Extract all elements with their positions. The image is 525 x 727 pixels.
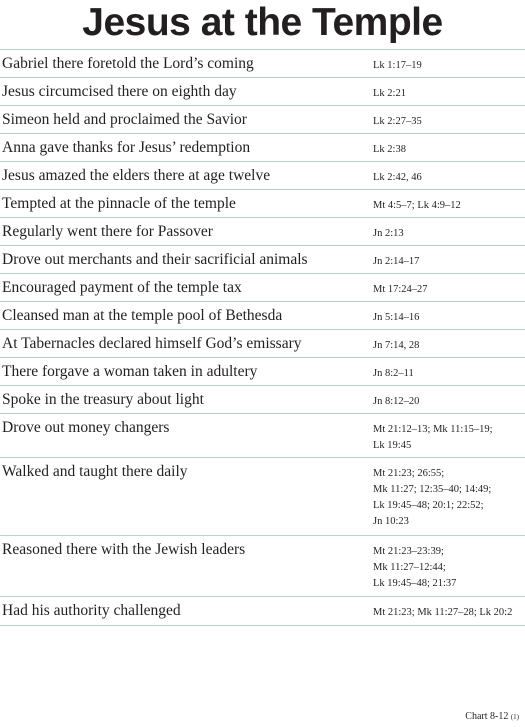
table-row [0, 535, 525, 596]
chart-label: Chart 8-12 [465, 711, 509, 722]
page-title: Jesus at the Temple [82, 1, 443, 44]
scripture-ref-line: Lk 2:21 [373, 88, 406, 99]
scripture-ref-line: Jn 2:13 [373, 228, 404, 239]
event-text: Walked and taught there daily [2, 463, 188, 480]
table-row [0, 245, 525, 273]
scripture-refs [373, 198, 525, 214]
scripture-ref-line: Lk 19:45–48; 20:1; 22:52; [373, 500, 484, 511]
chart-page: (1) [510, 713, 519, 721]
scripture-refs [373, 142, 525, 158]
event-text: There forgave a woman taken in adultery [2, 363, 258, 380]
event-text: At Tabernacles declared himself God’s emissary [2, 335, 302, 352]
scripture-ref-line: Lk 19:45 [373, 440, 412, 451]
scripture-ref-line: Lk 1:17–19 [373, 60, 422, 71]
chart-number [465, 711, 519, 723]
table-row [0, 133, 525, 161]
event-text: Encouraged payment of the temple tax [2, 279, 242, 296]
table-row [0, 105, 525, 133]
scripture-refs [373, 226, 525, 242]
scripture-ref-line: Jn 7:14, 28 [373, 340, 420, 351]
event-text: Tempted at the pinnacle of the temple [2, 195, 236, 212]
events-table [0, 49, 525, 626]
table-row [0, 161, 525, 189]
scripture-refs [373, 254, 525, 270]
scripture-refs [373, 466, 525, 530]
table-row [0, 357, 525, 385]
scripture-ref-line: Lk 2:27–35 [373, 116, 422, 127]
event-text: Jesus amazed the elders there at age twelve [2, 167, 271, 184]
scripture-refs [373, 605, 525, 621]
table-row [0, 596, 525, 626]
scripture-refs [373, 310, 525, 326]
table-row [0, 413, 525, 457]
table-row [0, 273, 525, 301]
scripture-refs [373, 544, 525, 592]
event-text: Anna gave thanks for Jesus’ redemption [2, 139, 251, 156]
table-row [0, 217, 525, 245]
scripture-ref-line: Jn 8:2–11 [373, 368, 414, 379]
scripture-refs [373, 338, 525, 354]
scripture-refs [373, 422, 525, 454]
scripture-ref-line: Mt 21:23–23:39; [373, 546, 444, 557]
scripture-ref-line: Mt 17:24–27 [373, 284, 428, 295]
table-row [0, 329, 525, 357]
table-row [0, 49, 525, 77]
event-text: Reasoned there with the Jewish leaders [2, 541, 246, 558]
scripture-refs [373, 170, 525, 186]
event-text: Drove out merchants and their sacrificial animals [2, 251, 308, 268]
scripture-ref-line: Jn 5:14–16 [373, 312, 420, 323]
scripture-ref-line: Mt 4:5–7; Lk 4:9–12 [373, 200, 461, 211]
event-text: Spoke in the treasury about light [2, 391, 204, 408]
scripture-ref-line: Mk 11:27; 12:35–40; 14:49; [373, 484, 492, 495]
scripture-refs [373, 394, 525, 410]
scripture-ref-line: Mt 21:23; Mk 11:27–28; Lk 20:2 [373, 607, 513, 618]
table-row [0, 385, 525, 413]
scripture-refs [373, 114, 525, 130]
scripture-refs [373, 86, 525, 102]
table-row [0, 77, 525, 105]
scripture-refs [373, 58, 525, 74]
scripture-ref-line: Mt 21:23; 26:55; [373, 468, 445, 479]
event-text: Jesus circumcised there on eighth day [2, 83, 237, 100]
scripture-ref-line: Jn 10:23 [373, 516, 409, 527]
table-row [0, 301, 525, 329]
scripture-refs [373, 366, 525, 382]
scripture-ref-line: Lk 2:42, 46 [373, 172, 422, 183]
event-text: Drove out money changers [2, 419, 170, 436]
event-text: Regularly went there for Passover [2, 223, 213, 240]
scripture-ref-line: Jn 2:14–17 [373, 256, 420, 267]
scripture-ref-line: Jn 8:12–20 [373, 396, 420, 407]
table-row [0, 189, 525, 217]
table-row [0, 457, 525, 535]
scripture-ref-line: Lk 2:38 [373, 144, 406, 155]
scripture-ref-line: Lk 19:45–48; 21:37 [373, 578, 457, 589]
event-text: Gabriel there foretold the Lord’s coming [2, 55, 254, 72]
event-text: Cleansed man at the temple pool of Bethesda [2, 307, 283, 324]
scripture-ref-line: Mt 21:12–13; Mk 11:15–19; [373, 424, 493, 435]
event-text: Had his authority challenged [2, 602, 181, 619]
scripture-ref-line: Mk 11:27–12:44; [373, 562, 446, 573]
scripture-refs [373, 282, 525, 298]
event-text: Simeon held and proclaimed the Savior [2, 111, 247, 128]
